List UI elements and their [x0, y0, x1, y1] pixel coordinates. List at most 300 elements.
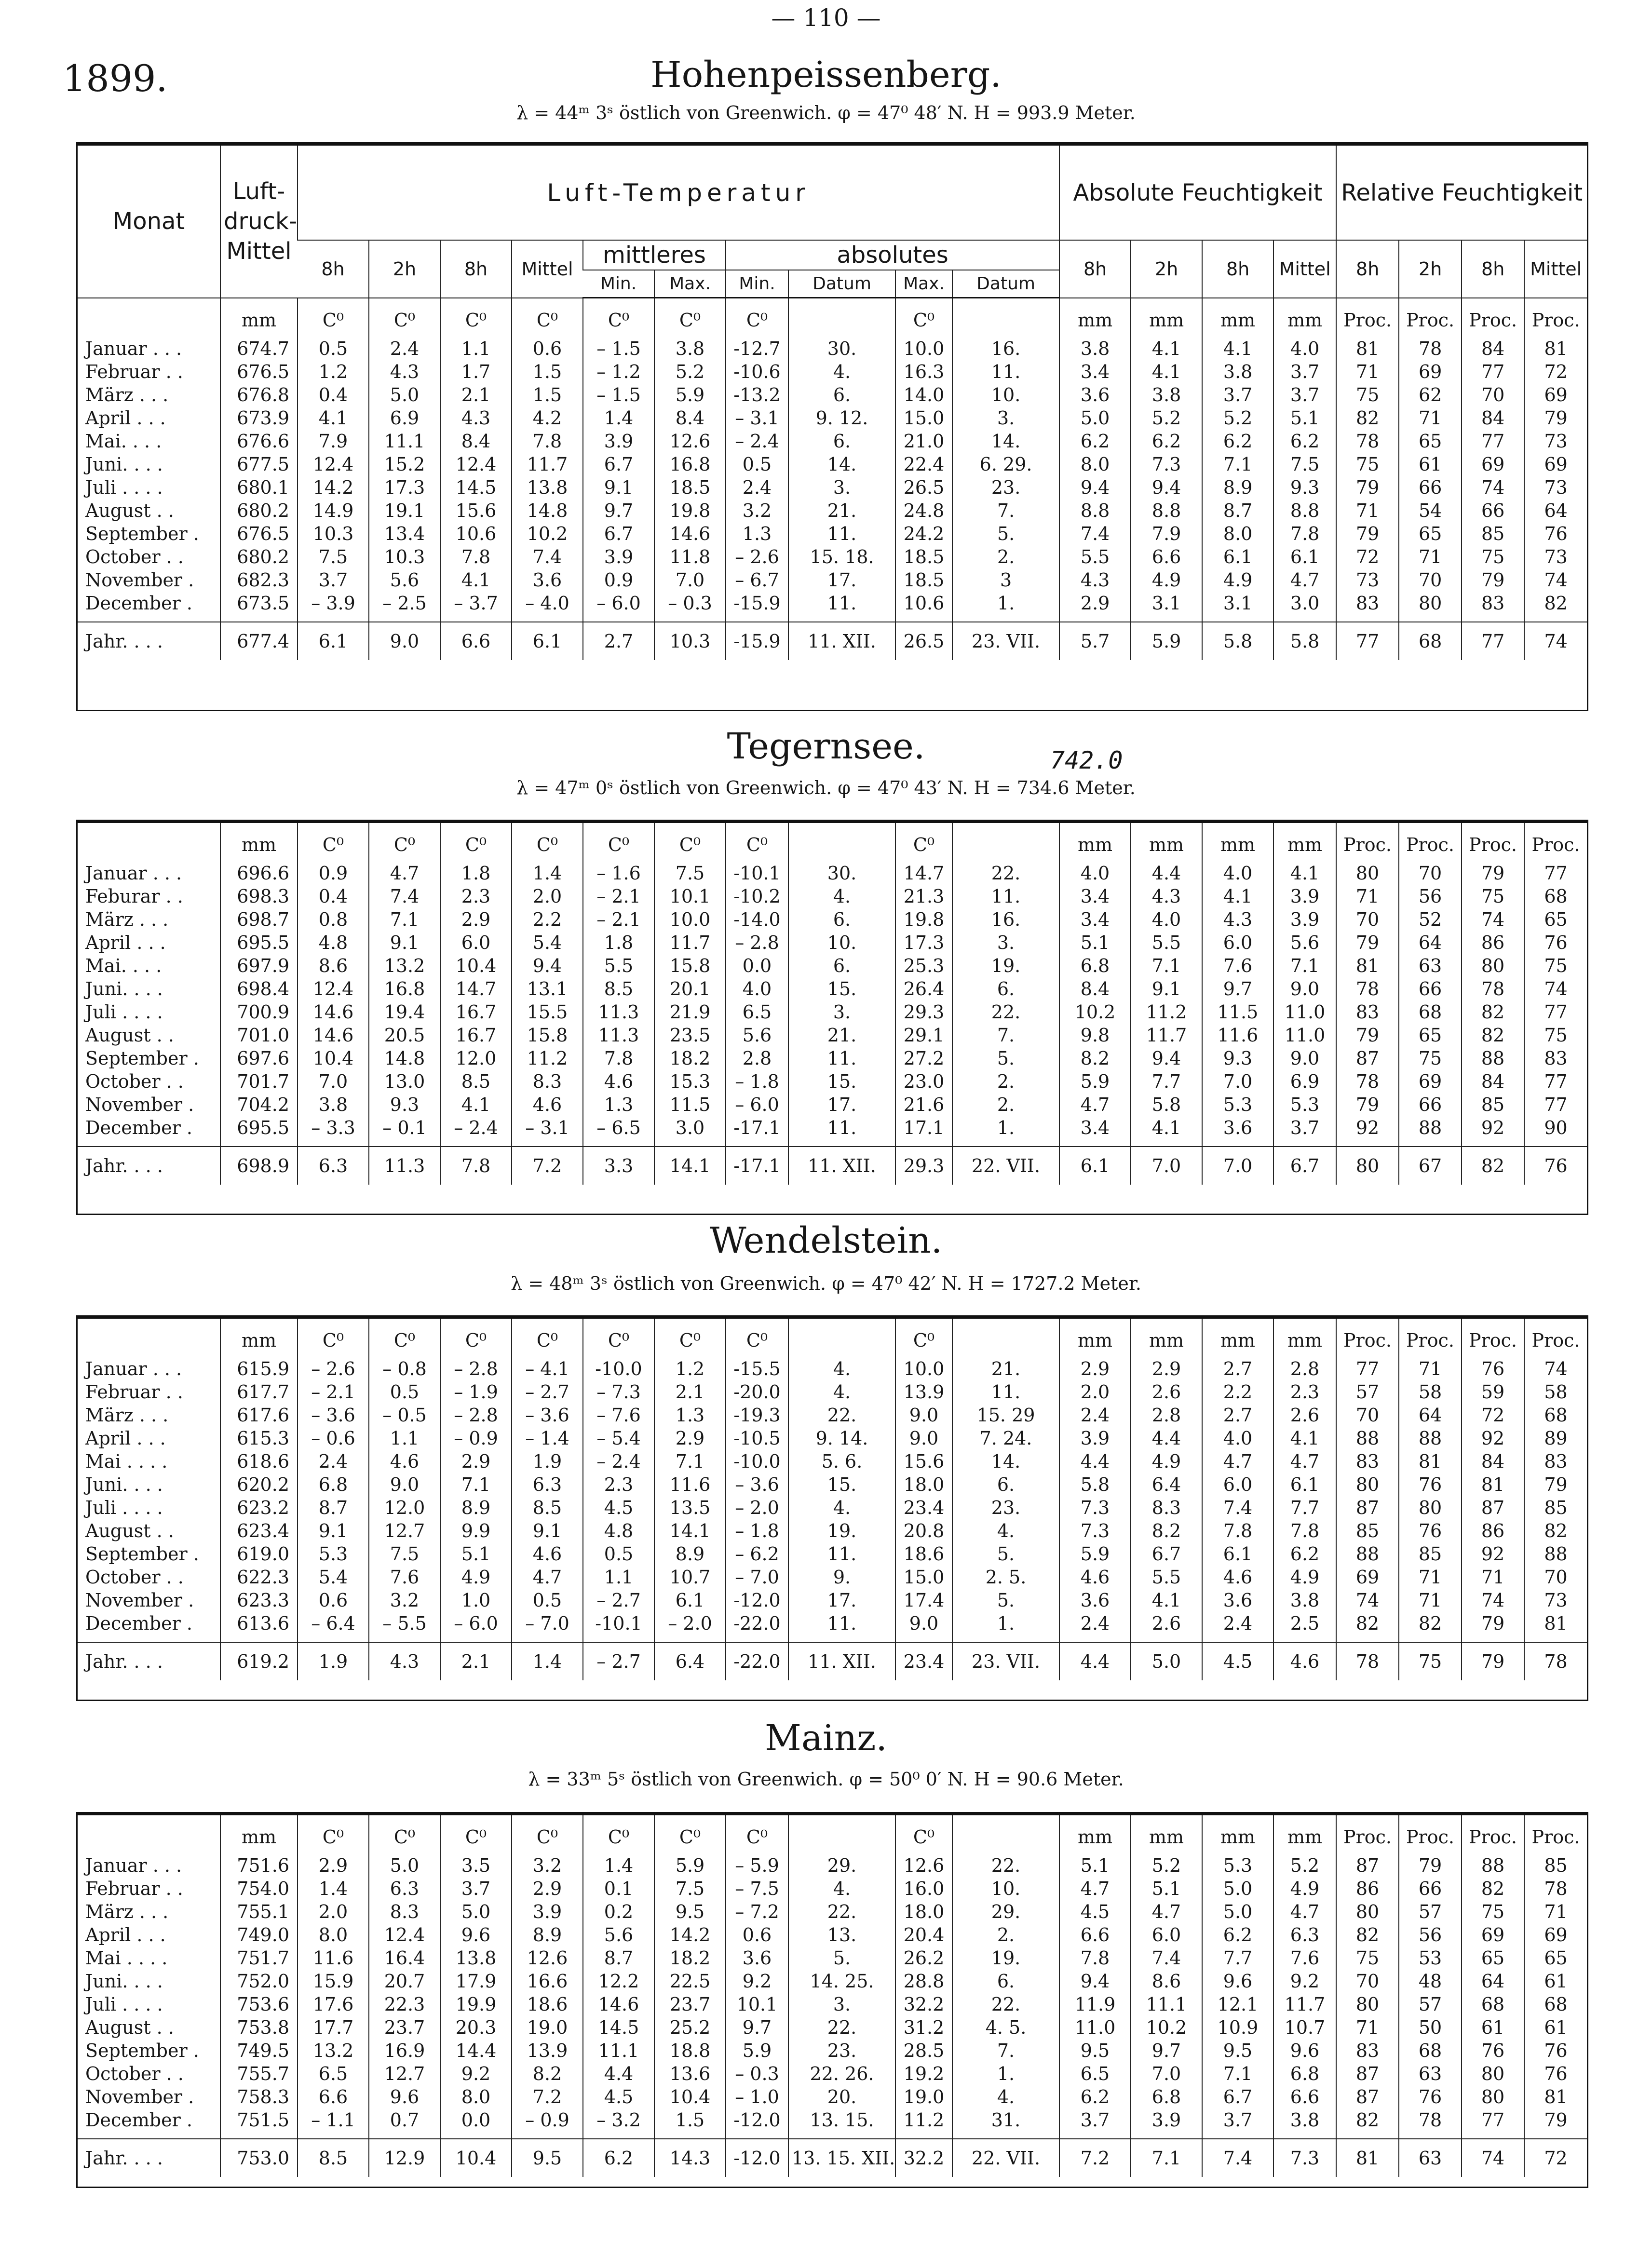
spacer-cell [952, 1139, 1059, 1147]
data-cell: 10. [952, 383, 1059, 406]
data-cell: 7.7 [1202, 1946, 1273, 1970]
data-cell: 1.3 [726, 522, 788, 545]
data-cell: 16. [952, 337, 1059, 360]
jahr-cell: 6.2 [583, 2139, 654, 2177]
month-label: März . . . [85, 384, 169, 405]
data-cell: 4. [952, 1519, 1059, 1542]
data-cell: 70 [1336, 1970, 1399, 1993]
year-summary-row [78, 1642, 1587, 1680]
header-abs-min-datum: Datum [788, 270, 895, 298]
data-cell: 4.1 [1273, 862, 1336, 885]
data-cell: 79 [1524, 406, 1587, 430]
data-cell: 5.2 [1131, 406, 1202, 430]
data-cell: 58 [1399, 1380, 1462, 1404]
data-cell: -10.5 [726, 1427, 788, 1450]
data-cell: 615.9 [220, 1357, 298, 1380]
data-cell: 680.1 [220, 476, 298, 499]
table-row [78, 2085, 1587, 2108]
data-cell: 9.6 [1273, 2039, 1336, 2062]
data-cell: 74 [1462, 908, 1524, 931]
data-cell: 6. [788, 383, 895, 406]
station-coords-1: λ = 47ᵐ 0ˢ östlich von Greenwich. φ = 47⁰ 43′ N. H = 734.6 Meter. [516, 777, 1136, 798]
units-cell [788, 823, 895, 862]
table-row [78, 1404, 1587, 1427]
units-cell [952, 1815, 1059, 1854]
data-cell: 69 [1336, 1566, 1399, 1589]
data-cell: 3.6 [1059, 1589, 1131, 1612]
data-cell: 5.0 [369, 1854, 440, 1877]
data-cell: 7.1 [1202, 2062, 1273, 2085]
data-cell: 3.9 [1131, 2108, 1202, 2132]
data-cell: – 3.2 [583, 2108, 654, 2132]
data-cell: 2.4 [1059, 1612, 1131, 1635]
data-cell: 61 [1524, 1970, 1587, 1993]
data-cell: 88 [1336, 1427, 1399, 1450]
table-row [78, 2062, 1587, 2085]
data-cell: 73 [1524, 476, 1587, 499]
station-title-3: Mainz. [765, 1717, 887, 1759]
jahr-cell: 76 [1524, 1147, 1587, 1185]
data-cell: 82 [1336, 1923, 1399, 1946]
data-cell: 15.8 [512, 1024, 583, 1047]
data-cell: 622.3 [220, 1566, 298, 1589]
spacer-cell [1273, 1635, 1336, 1642]
data-cell: 758.3 [220, 2085, 298, 2108]
data-cell: 9.7 [726, 2016, 788, 2039]
station-coords-0: λ = 44ᵐ 3ˢ östlich von Greenwich. φ = 47⁰ 48′ N. H = 993.9 Meter. [516, 102, 1136, 123]
data-cell: 7.1 [1131, 954, 1202, 977]
jahr-cell: 23.4 [895, 1642, 952, 1680]
month-label: November . [85, 1094, 194, 1115]
data-cell: 9.0 [369, 1473, 440, 1496]
units-cell: Proc. [1399, 1815, 1462, 1854]
data-cell: 9.0 [895, 1612, 952, 1635]
data-cell: 673.5 [220, 592, 298, 615]
data-cell: 16.7 [440, 1000, 512, 1024]
data-cell: 82 [1524, 592, 1587, 615]
year-summary-row [78, 2139, 1587, 2177]
spacer-cell [654, 2132, 726, 2139]
header-rel-8h-evening: 8h [1462, 240, 1524, 298]
data-cell: 29.1 [895, 1024, 952, 1047]
units-cell: Proc. [1524, 1319, 1587, 1357]
units-cell [78, 298, 220, 338]
data-cell: 5.9 [654, 383, 726, 406]
data-cell: 74 [1524, 568, 1587, 592]
data-cell: 20.1 [654, 977, 726, 1000]
data-cell: 19. [788, 1519, 895, 1542]
data-cell: 2.9 [1131, 1357, 1202, 1380]
data-cell: 12.6 [512, 1946, 583, 1970]
units-cell [78, 823, 220, 862]
data-cell: 5.4 [298, 1566, 369, 1589]
data-cell: 5.0 [1059, 406, 1131, 430]
data-cell: – 0.5 [369, 1404, 440, 1427]
table-row [78, 383, 1587, 406]
data-cell: 9. 12. [788, 406, 895, 430]
data-cell: 66 [1399, 476, 1462, 499]
data-cell: 82 [1462, 1877, 1524, 1900]
data-cell: 8.0 [1059, 453, 1131, 476]
data-cell: 71 [1336, 360, 1399, 383]
spacer-cell [298, 615, 369, 622]
data-cell: 1.3 [654, 1404, 726, 1427]
data-cell: 9.1 [369, 931, 440, 954]
data-cell: 78 [1462, 977, 1524, 1000]
data-cell: – 2.0 [726, 1496, 788, 1519]
data-cell: 3. [788, 1000, 895, 1024]
data-cell: 1.5 [654, 2108, 726, 2132]
handwritten-note: 742.0 [1050, 746, 1123, 774]
units-cell: mm [1059, 298, 1131, 338]
data-cell: 0.5 [726, 453, 788, 476]
data-cell: 66 [1399, 1877, 1462, 1900]
month-label: Juli . . . . [85, 1497, 163, 1518]
data-cell: 8.9 [512, 1923, 583, 1946]
data-cell: 22. 26. [788, 2062, 895, 2085]
data-cell: 12.6 [654, 430, 726, 453]
data-cell: 7. [952, 2039, 1059, 2062]
data-cell: 9.5 [654, 1900, 726, 1923]
month-label: Mai . . . . [85, 1947, 168, 1969]
units-cell: mm [1131, 1319, 1202, 1357]
data-cell: 2.9 [440, 1450, 512, 1473]
data-cell: 11.5 [654, 1093, 726, 1116]
jahr-cell: 7.4 [1202, 2139, 1273, 2177]
data-cell: 14.2 [298, 476, 369, 499]
data-cell: 54 [1399, 499, 1462, 522]
units-cell: Proc. [1336, 823, 1399, 862]
data-cell: 1.4 [512, 862, 583, 885]
data-cell: 78 [1336, 430, 1399, 453]
jahr-label: Jahr. . . . [78, 1642, 220, 1680]
data-cell: 7.4 [1202, 1496, 1273, 1519]
jahr-cell: 74 [1462, 2139, 1524, 2177]
data-cell: 0.0 [440, 2108, 512, 2132]
data-cell: 14.7 [440, 977, 512, 1000]
spacer-cell [1059, 1139, 1131, 1147]
data-cell: 10.3 [369, 545, 440, 568]
data-cell: 6. [952, 1970, 1059, 1993]
data-cell: 52 [1399, 908, 1462, 931]
data-cell: 12.7 [369, 1519, 440, 1542]
data-cell: 79 [1524, 1473, 1587, 1496]
data-cell: 4.3 [1202, 908, 1273, 931]
data-cell: 9.4 [1131, 1047, 1202, 1070]
table-row [78, 545, 1587, 568]
data-cell: 4.3 [1131, 885, 1202, 908]
data-cell: 6.3 [369, 1877, 440, 1900]
units-cell: mm [1059, 1319, 1131, 1357]
data-cell: 69 [1524, 383, 1587, 406]
header-absolutes: absolutes [726, 240, 1059, 270]
data-cell: – 2.5 [369, 592, 440, 615]
data-cell: 7.6 [1202, 954, 1273, 977]
data-cell: 75 [1524, 1024, 1587, 1047]
table-row [78, 1854, 1587, 1877]
header-luftdruck: Luft-druck-Mittel [220, 146, 298, 298]
data-cell: 7.1 [654, 1450, 726, 1473]
units-cell: C⁰ [512, 1319, 583, 1357]
data-cell: 7.6 [1273, 1946, 1336, 1970]
data-cell: 3.1 [1131, 592, 1202, 615]
data-cell: 76 [1399, 2085, 1462, 2108]
spacer-cell [788, 1139, 895, 1147]
month-label: Februar . . [85, 1381, 183, 1403]
table-row [78, 453, 1587, 476]
header-monat: Monat [78, 146, 220, 298]
data-cell: – 3.6 [298, 1404, 369, 1427]
data-cell: 17.9 [440, 1970, 512, 1993]
spacer-cell [220, 1635, 298, 1642]
data-cell: 6.5 [298, 2062, 369, 2085]
table-row [78, 1093, 1587, 1116]
month-label: Januar . . . [85, 863, 182, 884]
jahr-cell: 23. VII. [952, 1642, 1059, 1680]
data-cell: 3.2 [726, 499, 788, 522]
data-cell: 90 [1524, 1116, 1587, 1139]
data-cell: – 7.0 [512, 1612, 583, 1635]
data-cell: 3. [788, 476, 895, 499]
data-cell: 3.9 [1059, 1427, 1131, 1450]
data-cell: 12.0 [440, 1047, 512, 1070]
data-cell: 13.9 [512, 2039, 583, 2062]
spacer-cell [1399, 1139, 1462, 1147]
jahr-cell: 1.9 [298, 1642, 369, 1680]
data-cell: 4.7 [1059, 1093, 1131, 1116]
data-cell: 617.6 [220, 1404, 298, 1427]
data-cell: 23.0 [895, 1070, 952, 1093]
data-cell: 1.9 [512, 1450, 583, 1473]
data-cell: 6. [788, 430, 895, 453]
table-row [78, 1000, 1587, 1024]
data-cell: – 1.2 [583, 360, 654, 383]
units-cell [788, 1815, 895, 1854]
data-cell: 79 [1462, 568, 1524, 592]
data-cell: 10.7 [1273, 2016, 1336, 2039]
data-cell: 4. [788, 360, 895, 383]
data-cell: 676.8 [220, 383, 298, 406]
spacer-cell [1273, 1139, 1336, 1147]
jahr-cell: 6.7 [1273, 1147, 1336, 1185]
data-cell: – 1.8 [726, 1070, 788, 1093]
jahr-cell: 5.8 [1273, 622, 1336, 660]
station-title-1: Tegernsee. [727, 726, 925, 767]
jahr-cell: 1.4 [512, 1642, 583, 1680]
data-cell: 10.0 [895, 1357, 952, 1380]
data-cell: 3.9 [583, 430, 654, 453]
data-cell: 3.8 [1131, 383, 1202, 406]
data-cell: 6.3 [1273, 1923, 1336, 1946]
spacer-cell [654, 1139, 726, 1147]
data-cell: 3.0 [654, 1116, 726, 1139]
month-label: November . [85, 1590, 194, 1611]
data-cell: 700.9 [220, 1000, 298, 1024]
data-cell: 14.8 [512, 499, 583, 522]
units-cell [78, 1815, 220, 1854]
data-cell: 19.8 [654, 499, 726, 522]
jahr-cell: 81 [1336, 2139, 1399, 2177]
data-cell: 6.0 [1202, 1473, 1273, 1496]
month-label: December . [85, 2109, 192, 2131]
data-cell: 17.3 [895, 931, 952, 954]
data-cell: 86 [1336, 1877, 1399, 1900]
spacer-cell [1524, 1139, 1587, 1147]
data-cell: 20.5 [369, 1024, 440, 1047]
data-cell: 4.6 [1059, 1566, 1131, 1589]
month-label: April . . . [85, 1428, 166, 1449]
units-cell: Proc. [1336, 1319, 1399, 1357]
units-cell [788, 1319, 895, 1357]
data-cell: – 6.5 [583, 1116, 654, 1139]
units-cell: C⁰ [369, 1815, 440, 1854]
spacer-row [78, 1139, 1587, 1147]
data-cell: 10.9 [1202, 2016, 1273, 2039]
data-cell: 2.4 [298, 1450, 369, 1473]
data-cell: 5.2 [1273, 1854, 1336, 1877]
data-cell: 13. [788, 1923, 895, 1946]
data-cell: 9.4 [1131, 476, 1202, 499]
jahr-cell: 63 [1399, 2139, 1462, 2177]
data-cell: 9.7 [583, 499, 654, 522]
data-cell: 11.8 [654, 545, 726, 568]
data-cell: 14.7 [895, 862, 952, 885]
units-cell: C⁰ [512, 298, 583, 338]
data-cell: 3.9 [583, 545, 654, 568]
data-cell: 84 [1462, 406, 1524, 430]
data-cell: – 5.4 [583, 1427, 654, 1450]
data-cell: 0.9 [298, 862, 369, 885]
data-cell: -12.0 [726, 1589, 788, 1612]
data-cell: 5.3 [1202, 1854, 1273, 1877]
data-cell: 5.3 [298, 1542, 369, 1566]
data-cell: 26.2 [895, 1946, 952, 1970]
jahr-cell: 11. XII. [788, 622, 895, 660]
data-cell: 5.5 [1059, 545, 1131, 568]
data-cell: 84 [1462, 1070, 1524, 1093]
data-cell: 1. [952, 2062, 1059, 2085]
data-cell: -13.2 [726, 383, 788, 406]
units-cell: C⁰ [654, 1319, 726, 1357]
jahr-cell: 32.2 [895, 2139, 952, 2177]
jahr-cell: 22. VII. [952, 2139, 1059, 2177]
data-cell: 7.2 [512, 2085, 583, 2108]
data-cell: -14.0 [726, 908, 788, 931]
data-cell: 11. [788, 1047, 895, 1070]
data-cell: – 0.9 [512, 2108, 583, 2132]
data-cell: 0.4 [298, 885, 369, 908]
data-cell: 6.2 [1131, 430, 1202, 453]
data-cell: 3.8 [1273, 2108, 1336, 2132]
units-cell: C⁰ [512, 1815, 583, 1854]
spacer-cell [952, 2132, 1059, 2139]
data-cell: 7.3 [1059, 1496, 1131, 1519]
data-cell: 12.7 [369, 2062, 440, 2085]
data-cell: 11. [952, 1380, 1059, 1404]
jahr-cell: 22. VII. [952, 1147, 1059, 1185]
spacer-cell [512, 1139, 583, 1147]
data-cell: 88 [1336, 1542, 1399, 1566]
data-cell: 70 [1336, 1404, 1399, 1427]
spacer-cell [952, 615, 1059, 622]
data-cell: 11.2 [512, 1047, 583, 1070]
data-cell: 6.8 [1059, 954, 1131, 977]
data-cell: 2.6 [1131, 1380, 1202, 1404]
data-cell: 4.0 [1059, 862, 1131, 885]
jahr-cell: 14.3 [654, 2139, 726, 2177]
data-cell: 13.8 [512, 476, 583, 499]
data-cell: 76 [1399, 1519, 1462, 1542]
data-cell: 7.9 [298, 430, 369, 453]
data-cell: 7.9 [1131, 522, 1202, 545]
spacer-cell [440, 2132, 512, 2139]
station-title-2: Wendelstein. [709, 1220, 943, 1261]
units-cell: C⁰ [895, 298, 952, 338]
data-cell: 79 [1336, 1024, 1399, 1047]
data-cell: 24.8 [895, 499, 952, 522]
data-cell: 9.3 [369, 1093, 440, 1116]
data-cell: 85 [1462, 522, 1524, 545]
data-cell: 69 [1524, 453, 1587, 476]
month-label: September . [85, 523, 199, 544]
data-cell: 92 [1462, 1542, 1524, 1566]
spacer-cell [369, 1635, 440, 1642]
data-cell: 5.6 [369, 568, 440, 592]
units-cell: C⁰ [583, 1815, 654, 1854]
month-label: März . . . [85, 909, 169, 930]
data-cell: 87 [1462, 1496, 1524, 1519]
data-cell: – 2.1 [583, 885, 654, 908]
data-cell: 3.6 [1202, 1589, 1273, 1612]
data-cell: 6.0 [1202, 931, 1273, 954]
units-cell: Proc. [1336, 298, 1399, 338]
data-cell: 15.0 [895, 406, 952, 430]
header-abs-8h: 8h [1059, 240, 1131, 298]
data-cell: 83 [1336, 592, 1399, 615]
data-cell: 62 [1399, 383, 1462, 406]
data-cell: 18.5 [654, 476, 726, 499]
data-cell: 9.0 [895, 1427, 952, 1450]
units-cell: C⁰ [298, 1319, 369, 1357]
spacer-cell [788, 1635, 895, 1642]
data-cell: 7.8 [1273, 522, 1336, 545]
data-cell: 16.8 [369, 977, 440, 1000]
data-cell: 68 [1524, 1404, 1587, 1427]
data-cell: 3.6 [1059, 383, 1131, 406]
data-cell: 83 [1524, 1450, 1587, 1473]
data-cell: 7. [952, 499, 1059, 522]
data-cell: 8.9 [654, 1542, 726, 1566]
station-table-mainz [78, 1815, 1587, 2177]
units-cell: Proc. [1336, 1815, 1399, 1854]
data-cell: 3.0 [1273, 592, 1336, 615]
data-cell: 57 [1336, 1380, 1399, 1404]
data-cell: 6.1 [1273, 545, 1336, 568]
data-cell: 77 [1524, 1070, 1587, 1093]
data-cell: 3.9 [512, 1900, 583, 1923]
data-cell: 2.9 [512, 1877, 583, 1900]
data-cell: – 6.4 [298, 1612, 369, 1635]
spacer-cell [78, 1139, 220, 1147]
data-cell: 63 [1399, 2062, 1462, 2085]
data-cell: 80 [1399, 592, 1462, 615]
data-cell: 9.5 [1202, 2039, 1273, 2062]
data-cell: 2.6 [1273, 1404, 1336, 1427]
header-rel-8h: 8h [1336, 240, 1399, 298]
data-cell: – 0.3 [654, 592, 726, 615]
data-cell: – 1.6 [583, 862, 654, 885]
data-cell: 10. [952, 1877, 1059, 1900]
